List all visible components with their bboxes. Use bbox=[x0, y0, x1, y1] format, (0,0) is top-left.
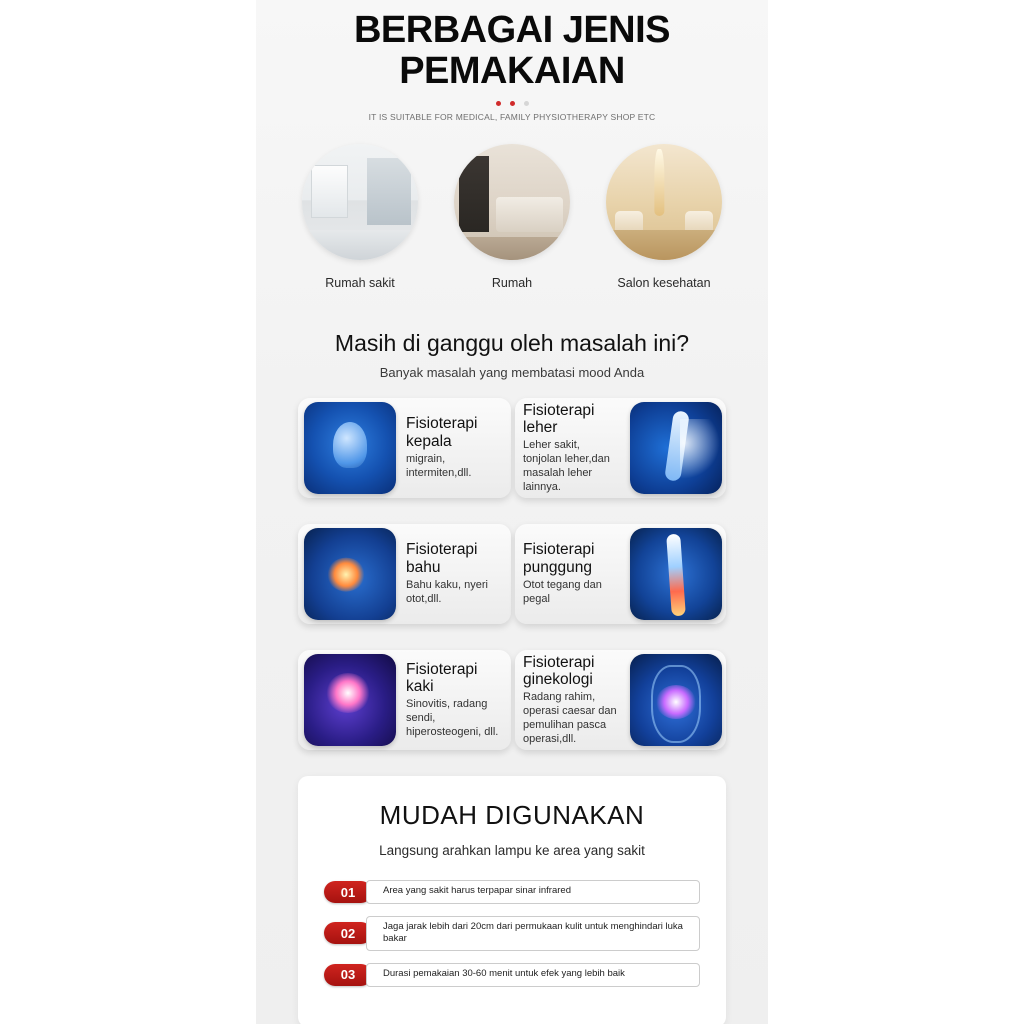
usage-subtitle: Langsung arahkan lampu ke area yang sakit bbox=[379, 843, 645, 859]
medical-cross-icon bbox=[392, 179, 404, 191]
problems-title: Masih di ganggu oleh masalah ini? bbox=[334, 330, 690, 357]
page-title-line1: BERBAGAI JENIS bbox=[353, 9, 671, 51]
step-number-badge: 03 bbox=[324, 964, 372, 986]
hospital-lobby-photo bbox=[302, 144, 418, 260]
card-desc: Otot tegang dan pegal bbox=[523, 579, 602, 605]
card-title: Fisioterapi bahu bbox=[406, 541, 478, 576]
card-desc: Bahu kaku, nyeri otot,dll. bbox=[406, 579, 488, 605]
decorative-dots bbox=[256, 101, 768, 106]
card-title: Fisioterapi ginekologi bbox=[523, 653, 595, 689]
problem-card-head[interactable] bbox=[298, 398, 511, 498]
step-text: Durasi pemakaian 30-60 menit untuk efek yang lebih baik bbox=[366, 963, 700, 987]
back-spine-anatomy-thumb bbox=[630, 528, 722, 620]
card-text bbox=[515, 654, 624, 747]
problems-header bbox=[256, 330, 768, 380]
header-subtitle-english: IT IS SUITABLE FOR MEDICAL, FAMILY PHYSIOTHERAPY SHOP ETC bbox=[368, 112, 656, 123]
page-title-line2: PEMAKAIAN bbox=[399, 50, 625, 93]
card-title: Fisioterapi kaki bbox=[406, 660, 478, 695]
card-desc: Leher sakit, tonjolan leher,dan masalah leher lainnya. bbox=[523, 439, 610, 493]
card-desc: Sinovitis, radang sendi, hiperosteogeni, dll. bbox=[406, 698, 499, 738]
dot-icon bbox=[524, 101, 529, 106]
problem-card-gynecology[interactable] bbox=[515, 650, 726, 750]
card-row bbox=[298, 650, 726, 750]
scene-label: Salon kesehatan bbox=[617, 276, 711, 291]
step-number-badge: 01 bbox=[324, 881, 372, 903]
card-text bbox=[396, 661, 511, 740]
usage-title: MUDAH DIGUNAKAN bbox=[379, 800, 645, 831]
living-room-photo bbox=[454, 144, 570, 260]
card-text bbox=[515, 402, 624, 495]
card-text bbox=[396, 415, 511, 480]
beauty-salon-photo bbox=[606, 144, 722, 260]
usage-steps bbox=[324, 880, 700, 987]
dot-icon bbox=[496, 101, 501, 106]
scene-label: Rumah sakit bbox=[325, 276, 395, 291]
knee-anatomy-thumb bbox=[304, 654, 396, 746]
card-text bbox=[396, 541, 511, 606]
problem-card-grid bbox=[256, 398, 768, 750]
neck-anatomy-thumb bbox=[630, 402, 722, 494]
card-title: Fisioterapi kepala bbox=[406, 415, 478, 450]
scene-home bbox=[450, 144, 574, 290]
pelvis-anatomy-thumb bbox=[630, 654, 722, 746]
step-text: Jaga jarak lebih dari 20cm dari permukaan kulit untuk menghindari luka bakar bbox=[366, 916, 700, 951]
problem-card-back[interactable] bbox=[515, 524, 726, 624]
card-title: Fisioterapi leher bbox=[523, 401, 595, 437]
scene-salon bbox=[602, 144, 726, 290]
problems-subtitle: Banyak masalah yang membatasi mood Anda bbox=[379, 365, 645, 381]
card-text bbox=[515, 541, 624, 606]
dot-icon bbox=[510, 101, 515, 106]
product-detail-sheet bbox=[256, 0, 768, 1024]
usage-step bbox=[324, 963, 700, 987]
step-text: Area yang sakit harus terpapar sinar infrared bbox=[366, 880, 700, 904]
usage-step bbox=[324, 916, 700, 951]
shoulder-anatomy-thumb bbox=[304, 528, 396, 620]
header bbox=[256, 0, 768, 122]
scene-hospital bbox=[298, 144, 422, 290]
problem-card-leg[interactable] bbox=[298, 650, 511, 750]
step-number-badge: 02 bbox=[324, 922, 372, 944]
usage-scenes bbox=[256, 144, 768, 290]
card-desc: Radang rahim, operasi caesar dan pemulihan pasca operasi,dll. bbox=[523, 691, 617, 745]
problem-card-shoulder[interactable] bbox=[298, 524, 511, 624]
problem-card-neck[interactable] bbox=[515, 398, 726, 498]
scene-label: Rumah bbox=[491, 276, 533, 291]
chair-shape bbox=[685, 211, 713, 241]
page-title bbox=[256, 10, 768, 92]
card-row bbox=[298, 398, 726, 498]
usage-step bbox=[324, 880, 700, 904]
chair-shape bbox=[615, 211, 643, 241]
usage-panel bbox=[298, 776, 726, 1024]
head-anatomy-thumb bbox=[304, 402, 396, 494]
card-title: Fisioterapi punggung bbox=[523, 541, 595, 576]
floor-shape bbox=[454, 237, 570, 260]
card-row bbox=[298, 524, 726, 624]
card-desc: migrain, intermiten,dll. bbox=[406, 453, 472, 479]
floor-shape bbox=[302, 230, 418, 260]
